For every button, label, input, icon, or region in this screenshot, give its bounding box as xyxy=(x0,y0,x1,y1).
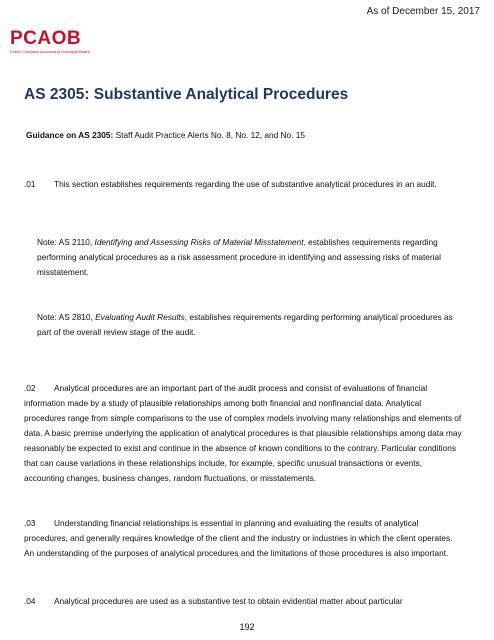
paragraph-text: This section establishes requirements regarding the use of substantive analytical procedures in an audit. xyxy=(54,179,437,189)
paragraph-text: Analytical procedures are an important part of the audit process and consist of evaluations of financial information made by a study of plausible relationships among both financial and nonfinancial data. Analytical procedures range from simple comparisons to the use of complex models involving many relationships and elements of data. A basic premise underlying the application of analytical procedures is that plausible relationships among data may reasonably be expected to exist and continue in the absence of known conditions to the contrary. Particular conditions that can cause variations in these relationships include, for example, specific unusual transactions or events, accounting changes, business changes, random fluctuations, or misstatements. xyxy=(24,383,462,483)
note-as2110 xyxy=(37,235,465,280)
paragraph-01 xyxy=(24,177,464,192)
note-standard-title: Identifying and Assessing Risks of Material Misstatement xyxy=(94,237,304,247)
paragraph-02 xyxy=(24,381,464,486)
guidance-line xyxy=(26,130,305,140)
paragraph-number: .02 xyxy=(24,383,36,393)
paragraph-number: .04 xyxy=(24,596,36,606)
note-text: , establishes requirements regarding performing analytical procedures as part of the overall review stage of the audit. xyxy=(37,312,453,337)
note-prefix: Note: AS 2110, xyxy=(37,237,95,247)
note-as2810 xyxy=(37,310,465,340)
guidance-text: Staff Audit Practice Alerts No. 8, No. 12, and No. 15 xyxy=(113,130,305,140)
paragraph-text: Analytical procedures are used as a substantive test to obtain evidential matter about particular xyxy=(54,596,403,606)
paragraph-04 xyxy=(24,594,464,609)
pcaob-logo xyxy=(10,30,90,54)
paragraph-number: .03 xyxy=(24,518,36,528)
paragraph-03 xyxy=(24,516,464,561)
logo-text: PCAOB xyxy=(10,28,82,49)
page-title: AS 2305: Substantive Analytical Procedures xyxy=(24,86,349,103)
page-number: 192 xyxy=(239,622,255,632)
logo-subtitle: Public Company Accounting Oversight Board xyxy=(10,49,90,54)
note-text: , establishes requirements regarding performing analytical procedures as a risk assessment procedure in identifying and assessing risks of material misstatement. xyxy=(37,237,441,277)
note-prefix: Note: AS 2810, xyxy=(37,312,96,322)
paragraph-text: Understanding financial relationships is essential in planning and evaluating the results of analytical procedures, and generally requires knowledge of the client and the industry or industries in which the client operates. An understanding of the purposes of analytical procedures and the limitations of those procedures is also important. xyxy=(24,518,453,558)
note-standard-title: Evaluating Audit Results xyxy=(95,312,185,322)
as-of-date: As of December 15, 2017 xyxy=(366,6,480,17)
paragraph-number: .01 xyxy=(24,179,36,189)
guidance-label: Guidance on AS 2305: xyxy=(26,130,114,140)
